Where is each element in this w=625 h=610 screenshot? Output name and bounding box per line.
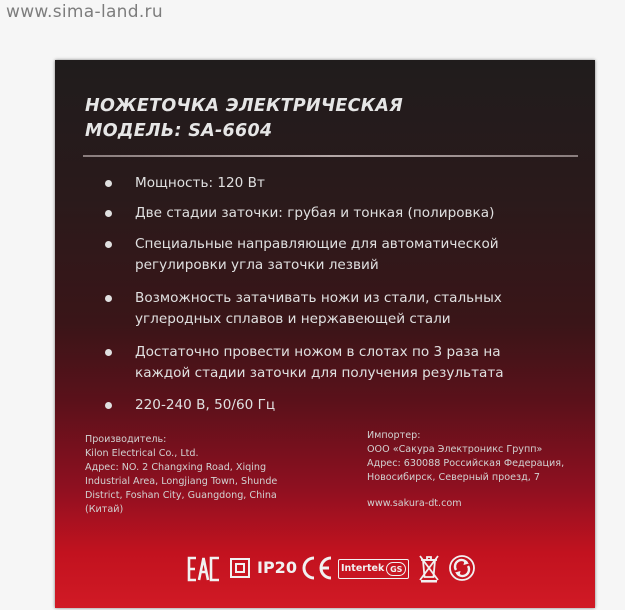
eac-mark-icon (187, 554, 221, 584)
product-title (85, 94, 403, 144)
bullet-icon (105, 180, 112, 187)
manufacturer-line: Kilon Electrical Co., Ltd. (85, 448, 199, 459)
importer-line: Новосибирск, Северный проезд, 7 (367, 472, 540, 483)
intertek-label: Intertek (341, 563, 385, 574)
feature-item (105, 234, 585, 276)
bullet-icon (105, 402, 112, 409)
feature-item (105, 395, 585, 416)
product-box (55, 60, 595, 608)
feature-list (105, 173, 585, 416)
gs-mark: GS (386, 562, 406, 576)
model-line: МОДЕЛЬ: SA-6604 (85, 121, 273, 141)
feature-item (105, 342, 585, 384)
feature-text: Достаточно провести ножом в слотах по 3 раза на (135, 344, 501, 360)
importer-website: www.sakura-dt.com (367, 498, 462, 509)
importer-line: ООО «Сакура Электроникс Групп» (367, 444, 543, 455)
bullet-icon (105, 349, 112, 356)
manufacturer-line: Адрес: NO. 2 Changxing Road, Xiqing (85, 462, 267, 473)
feature-item (105, 288, 585, 330)
ce-mark-icon (299, 554, 333, 582)
feature-text: Возможность затачивать ножи из стали, стальных (135, 290, 502, 306)
certification-marks (187, 551, 487, 585)
weee-bin-icon (418, 553, 440, 583)
title-divider (83, 155, 578, 157)
feature-text: каждой стадии заточки для получения результата (135, 365, 504, 381)
feature-text: Мощность: 120 Вт (135, 175, 265, 191)
manufacturer-info (85, 433, 320, 517)
feature-text: 220-240 В, 50/60 Гц (135, 397, 276, 413)
feature-item (105, 203, 585, 224)
bullet-icon (105, 210, 112, 217)
feature-text: углеродных сплавов и нержавеющей стали (135, 311, 451, 327)
importer-heading: Импортер: (367, 430, 421, 441)
feature-text: регулировки угла заточки лезвий (135, 257, 379, 273)
feature-item (105, 173, 585, 194)
watermark-url: www.sima-land.ru (6, 2, 163, 22)
manufacturer-line: (Китай) (85, 504, 124, 515)
manufacturer-line: Industrial Area, Longjiang Town, Shunde (85, 476, 278, 487)
feature-text: Две стадии заточки: грубая и тонкая (полировка) (135, 205, 495, 221)
intertek-mark-icon (338, 559, 409, 579)
importer-info (367, 429, 587, 485)
ip-rating: IP20 (257, 558, 297, 577)
double-insulation-icon (230, 558, 250, 578)
manufacturer-line: District, Foshan City, Guangdong, China (85, 490, 277, 501)
importer-line: Адрес: 630088 Российская Федерация, (367, 458, 565, 469)
feature-text: Специальные направляющие для автоматической (135, 236, 499, 252)
manufacturer-heading: Производитель: (85, 434, 167, 445)
bullet-icon (105, 295, 112, 302)
recycle-icon (449, 555, 475, 581)
product-title-line: НОЖЕТОЧКА ЭЛЕКТРИЧЕСКАЯ (85, 96, 404, 116)
bullet-icon (105, 241, 112, 248)
